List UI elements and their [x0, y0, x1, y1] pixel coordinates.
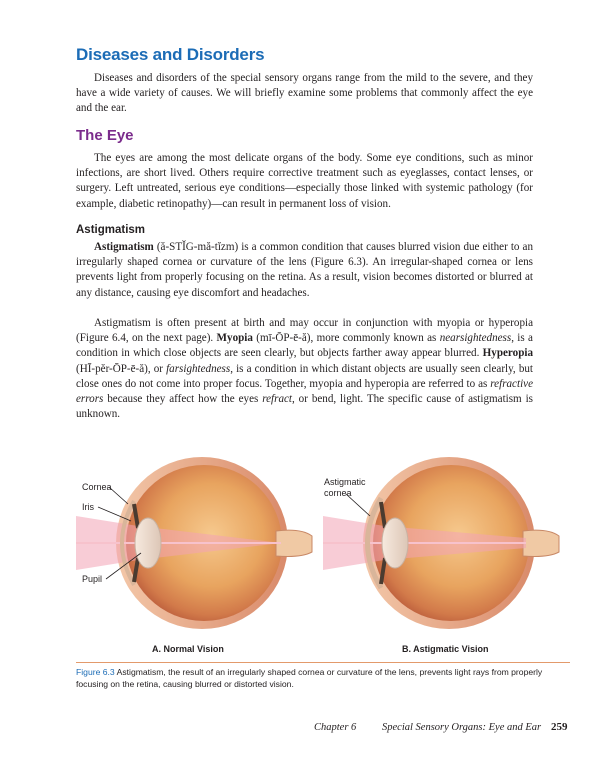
- figure-number: Figure 6.3: [76, 667, 115, 677]
- footer-chapter: Chapter 6: [314, 722, 357, 733]
- section-heading: Diseases and Disorders: [76, 45, 265, 64]
- footer-title: Special Sensory Organs: Eye and Ear: [382, 722, 542, 733]
- refract-term: refract: [262, 393, 293, 406]
- eye-anatomy-figure: [76, 446, 570, 656]
- text-span: , is a condition in which distant objects are usually seen clearly, but close ones do not come into proper focus. Together, myopia and hyperopia are referred to as: [76, 362, 533, 390]
- pupil-label: Pupil: [82, 574, 103, 584]
- eye-paragraph: The eyes are among the most delicate organs of the body. Some eye conditions, such as minor infections, are short lived. Others require corrective treatment such as eyeglasses, contact lenses, or surgery. Left untreated, serious eye conditions—especially those linked with systemic pathology (for example, diabetic retinopathy)—can result in permanent loss of vision.: [76, 152, 533, 210]
- page-number: 259: [551, 721, 568, 733]
- astigmatism-paragraph-2: [76, 316, 533, 422]
- text-span: Astigmatism is often present at birth and may occur in conjunction with myopia or hyperopia (Figure 6.4, on the next page).: [76, 317, 533, 345]
- panel-a-caption: A. Normal Vision: [152, 644, 224, 654]
- figure-caption: [76, 667, 570, 690]
- refractive-errors-term: refractive errors: [76, 377, 533, 406]
- cornea-label: Cornea: [82, 482, 112, 492]
- text-span: (HĪ-pĕr-ŌP-ē-ă), or: [76, 362, 167, 375]
- hyperopia-term: Hyperopia: [482, 347, 533, 360]
- astigmatism-term: Astigmatism: [94, 241, 154, 253]
- intro-paragraph: Diseases and disorders of the special sensory organs range from the mild to the severe, and they have a wide variety of causes. We will briefly examine some problems that commonly affect the eye and the ear.: [76, 72, 533, 115]
- text-span: because they affect how the eyes: [103, 393, 263, 406]
- iris-label: Iris: [82, 502, 94, 512]
- myopia-term: Myopia: [216, 332, 253, 345]
- astigmatism-paragraph-1: [76, 240, 533, 301]
- astigmatism-definition: (ă-STĬG-mă-tĭzm) is a common condition that causes blurred vision due either to an irregularly shaped cornea or curvature of the lens (Figure 6.3). An irregular-shaped cornea or lens prevents light from properly focusing on the retina. As a result, vision becomes distorted or blurred at any distance, causing eye discomfort and headaches.: [76, 241, 533, 299]
- figure-caption-text: Astigmatism, the result of an irregularly shaped cornea or curvature of the lens, prevents light rays from properly focusing on the retina, causing blurred or distorted vision.: [76, 667, 543, 689]
- nearsightedness-term: nearsightedness: [439, 332, 512, 345]
- farsightedness-term: farsightedness: [166, 362, 231, 375]
- caption-divider: [76, 662, 570, 663]
- astigmatism-heading: Astigmatism: [76, 224, 146, 236]
- astigmatic-cornea-label: cornea: [324, 488, 352, 498]
- panel-b-caption: B. Astigmatic Vision: [402, 644, 489, 654]
- astigmatic-label: Astigmatic: [324, 477, 366, 487]
- eye-heading: The Eye: [76, 127, 134, 144]
- text-span: (mī-ŌP-ē-ă), more commonly known as: [252, 332, 440, 345]
- text-span: , or bend, light. The specific cause of astigmatism is unknown.: [76, 393, 533, 421]
- text-span: , is a condition in which close objects are seen clearly, but objects farther away appear blurred.: [76, 332, 533, 360]
